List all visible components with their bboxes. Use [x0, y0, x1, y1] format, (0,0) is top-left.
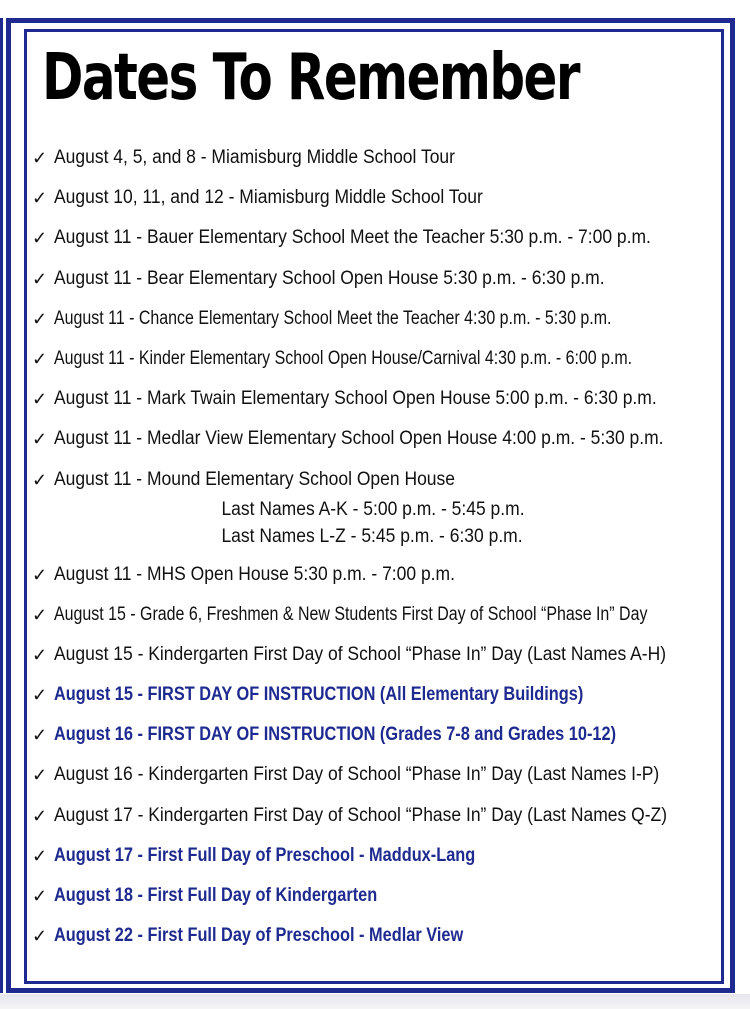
list-item: [32, 800, 722, 840]
check-mark-icon: ✓: [32, 805, 48, 826]
item-sub-text: Last Names L-Z - 5:45 p.m. - 6:30 p.m.: [221, 525, 523, 547]
check-mark-icon: ✓: [32, 604, 48, 625]
item-text: August 18 - First Full Day of Kindergarten: [54, 885, 378, 906]
item-text: August 16 - Kindergarten First Day of School “Phase In” Day (Last Names I-P): [54, 764, 660, 786]
check-mark-icon: ✓: [32, 564, 48, 585]
item-text: [54, 464, 525, 550]
check-mark-icon: ✓: [32, 725, 48, 746]
page-title: Dates To Remember: [42, 41, 579, 115]
item-main-text: August 11 - Mound Elementary School Open House: [54, 468, 455, 490]
bottom-shadow: [0, 994, 750, 1009]
item-text: August 11 - Chance Elementary School Meet the Teacher 4:30 p.m. - 5:30 p.m.: [54, 307, 612, 329]
dates-list: [32, 142, 722, 960]
check-mark-icon: ✓: [32, 148, 48, 168]
list-item: [32, 639, 722, 679]
check-mark-icon: ✓: [32, 228, 48, 249]
list-item: [32, 599, 722, 639]
item-text: August 4, 5, and 8 - Miamisburg Middle School Tour: [54, 147, 455, 168]
item-text: August 11 - MHS Open House 5:30 p.m. - 7:00 p.m.: [54, 563, 455, 585]
list-item: [32, 222, 722, 262]
check-mark-icon: ✓: [32, 685, 48, 706]
item-text: August 15 - FIRST DAY OF INSTRUCTION (All Elementary Buildings): [54, 684, 584, 706]
item-text: August 10, 11, and 12 - Miamisburg Middle School Tour: [54, 187, 483, 209]
check-mark-icon: ✓: [32, 308, 48, 329]
check-mark-icon: ✓: [32, 926, 48, 947]
left-edge-line: [0, 18, 3, 993]
list-item: [32, 464, 722, 559]
list-item: [32, 303, 722, 343]
list-item-highlight: [32, 840, 722, 880]
check-mark-icon: ✓: [32, 389, 48, 410]
list-item: [32, 759, 722, 799]
list-item: [32, 383, 722, 423]
item-text: August 15 - Grade 6, Freshmen & New Students First Day of School “Phase In” Day: [54, 603, 648, 625]
list-item: [32, 423, 722, 463]
list-item: [32, 263, 722, 303]
list-item: [32, 343, 722, 383]
check-mark-icon: ✓: [32, 348, 48, 369]
list-item-highlight: [32, 719, 722, 759]
list-item: [32, 182, 722, 222]
item-text: August 11 - Medlar View Elementary School Open House 4:00 p.m. - 5:30 p.m.: [54, 428, 664, 450]
item-text: August 15 - Kindergarten First Day of School “Phase In” Day (Last Names A-H): [54, 643, 667, 665]
check-mark-icon: ✓: [32, 469, 48, 490]
item-text: August 11 - Kinder Elementary School Open House/Carnival 4:30 p.m. - 6:00 p.m.: [54, 347, 633, 369]
list-item-highlight: [32, 920, 722, 960]
list-item: [32, 559, 722, 599]
check-mark-icon: ✓: [32, 765, 48, 786]
check-mark-icon: ✓: [32, 644, 48, 665]
check-mark-icon: ✓: [32, 188, 48, 209]
item-text: August 17 - Kindergarten First Day of School “Phase In” Day (Last Names Q-Z): [54, 804, 668, 826]
item-text: August 16 - FIRST DAY OF INSTRUCTION (Grades 7-8 and Grades 10-12): [54, 724, 617, 746]
list-item: [32, 142, 722, 182]
check-mark-icon: ✓: [32, 429, 48, 450]
item-text: August 22 - First Full Day of Preschool - Medlar View: [54, 925, 464, 947]
list-item-highlight: [32, 679, 722, 719]
check-mark-icon: ✓: [32, 845, 48, 866]
item-sub-text: Last Names A-K - 5:00 p.m. - 5:45 p.m.: [221, 498, 525, 520]
check-mark-icon: ✓: [32, 886, 48, 906]
check-mark-icon: ✓: [32, 268, 48, 289]
item-text: August 11 - Bauer Elementary School Meet the Teacher 5:30 p.m. - 7:00 p.m.: [54, 227, 651, 249]
item-text: August 11 - Mark Twain Elementary School Open House 5:00 p.m. - 6:30 p.m.: [54, 388, 657, 410]
item-text: August 17 - First Full Day of Preschool - Maddux-Lang: [54, 844, 476, 866]
item-text: August 11 - Bear Elementary School Open House 5:30 p.m. - 6:30 p.m.: [54, 267, 605, 289]
list-item-highlight: [32, 880, 722, 920]
